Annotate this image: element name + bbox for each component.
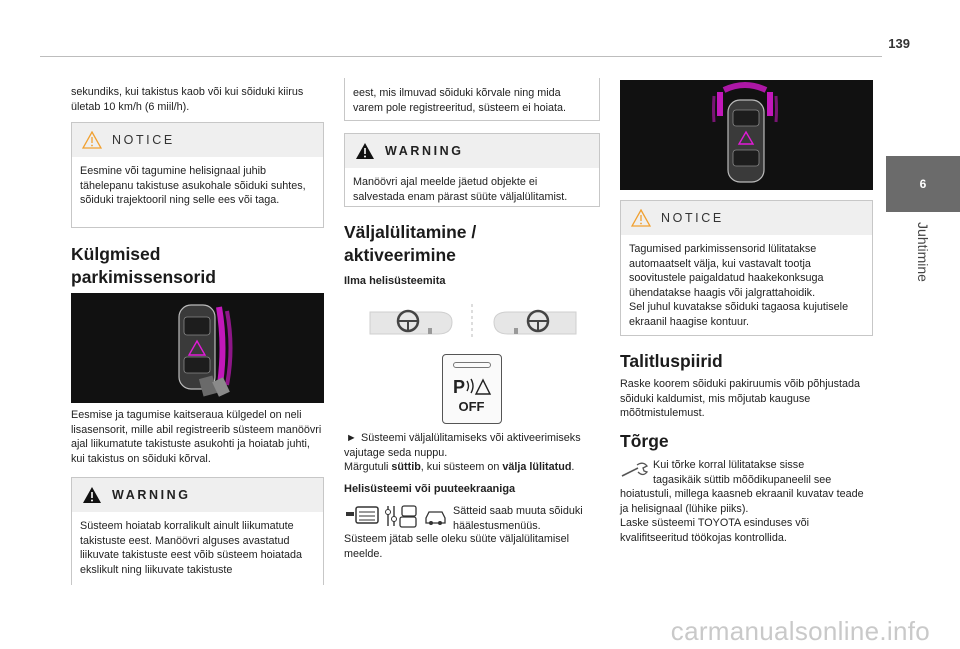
chapter-tab[interactable] — [886, 156, 960, 212]
side-sensors-display-image — [71, 293, 324, 403]
warning-continued-text: eest, mis ilmuvad sõiduki kõrvale ning mida varem pole registreeritud, süsteem ei hoiata. — [353, 87, 567, 114]
warning-header — [345, 134, 599, 168]
notice-box-1 — [71, 122, 324, 228]
col1-intro-text: sekundiks, kui takistus kaob või kui sõiduki kiirus ületab 10 km/h (6 miil/h). — [71, 86, 304, 113]
notice-title: NOTICE — [661, 211, 724, 225]
fault-text: hoiatustuli, millega kaasneb ekraanil kuvatav teade ja helisignaal (lühike piiks). Laske süsteemi TOYOTA esinduses või kvalifitseeritud töökojas kontrollida. — [620, 488, 864, 544]
settings-menu-text: Sätteid saab muuta sõiduki häälestusmenüüs. — [453, 505, 583, 532]
limits-text: Raske koorem sõiduki pakiruumis võib põhjustada sõiduki kaldumist, mis mõjutab kauguse mõõtmistulemust. — [620, 378, 861, 420]
header-divider — [40, 56, 882, 57]
svg-text:P: P — [453, 377, 466, 397]
notice-text: Tagumised parkimissensorid lülitatakse automaatselt välja, kui vastavalt tootja soovitustele paigaldatud haakekonksuga ühendatakse haagis või jalgrattahoidik. Sel juhul kuvatakse sõiduki tagaosa kujutisele ekraanil haagise kontuur. — [629, 243, 849, 328]
deactivation-instructions: ► Süsteemi väljalülitamiseks või aktiveerimiseks vajutage seda nuppu. Märgutuli süttib, kui süsteem on välja lülitatud. — [344, 432, 581, 474]
fault-text-line2: tagasikäik süttib mõõdikupaneelil see — [653, 473, 832, 486]
parking-sensor-icon — [453, 375, 493, 397]
side-sensors-description: Eesmise ja tagumise kaitseraua külgedel on neli lisasensorit, mille abil registreerib süsteem manöövri ajal liikumatute takistuste asukohti ja hoiatab juhti, kui takistus on sõiduki kõrval. — [71, 409, 322, 465]
parking-display-illustration — [620, 80, 873, 190]
warning-box-2 — [344, 133, 600, 207]
settings-menu-icons — [346, 504, 446, 528]
dashboard-location-icon — [368, 304, 578, 340]
notice-title: NOTICE — [112, 133, 175, 147]
warning-box-1 — [71, 477, 324, 585]
parking-sensor-off-button[interactable] — [442, 354, 502, 424]
section-heading-limits: Talitluspiirid — [620, 351, 723, 371]
section-heading-fault: Tõrge — [620, 431, 669, 451]
chapter-number: 6 — [919, 177, 927, 191]
notice-box-2 — [620, 200, 873, 336]
notice-header — [621, 201, 872, 235]
subheading-with-audio: Helisüsteemi või puuteekraaniga — [344, 483, 516, 495]
subheading-without-audio: Ilma helisüsteemita — [344, 275, 446, 287]
watermark: carmanualsonline.info — [670, 616, 930, 646]
warning-title: WARNING — [385, 144, 464, 158]
warning-triangle-icon — [631, 209, 651, 227]
notice-text: Eesmine või tagumine helisignaal juhib tähelepanu takistuse asukohale sõiduki suhtes, sõiduki trajektooril ning selle ees või taga. — [80, 165, 306, 207]
fault-text-line1: Kui tõrke korral lülitatakse sisse — [653, 459, 805, 471]
parking-display-illustration — [71, 293, 324, 403]
warning-box-continued — [344, 78, 600, 121]
warning-triangle-icon — [355, 142, 375, 160]
rear-sensors-display-image — [620, 80, 873, 190]
warning-triangle-icon — [82, 131, 102, 149]
section-heading-side-sensors: Külgmised parkimissensorid — [71, 244, 216, 287]
wrench-icon — [620, 460, 650, 480]
warning-header — [72, 478, 323, 512]
memory-text: Süsteem jätab selle oleku süüte väljalülitamisel meelde. — [344, 533, 570, 560]
off-label: OFF — [458, 399, 485, 414]
warning-text: Manöövri ajal meelde jäetud objekte ei salvestada enam pärast süüte väljalülitamist. — [353, 176, 568, 203]
page-number: 139 — [888, 36, 910, 51]
warning-title: WARNING — [112, 488, 191, 502]
notice-header — [72, 123, 323, 157]
warning-triangle-icon — [82, 486, 102, 504]
section-heading-deactivation: Väljalülitamine / aktiveerimine — [344, 222, 477, 265]
indicator-light — [453, 362, 491, 368]
warning-text: Süsteem hoiatab korralikult ainult liikumatute takistuste eest. Manöövri alguses avastatud liikuvate takistuste eest võib süsteem hoiatada ekslikult ning liikuvate takistuste — [80, 520, 303, 576]
chapter-title-vertical: Juhtimine — [914, 222, 931, 282]
